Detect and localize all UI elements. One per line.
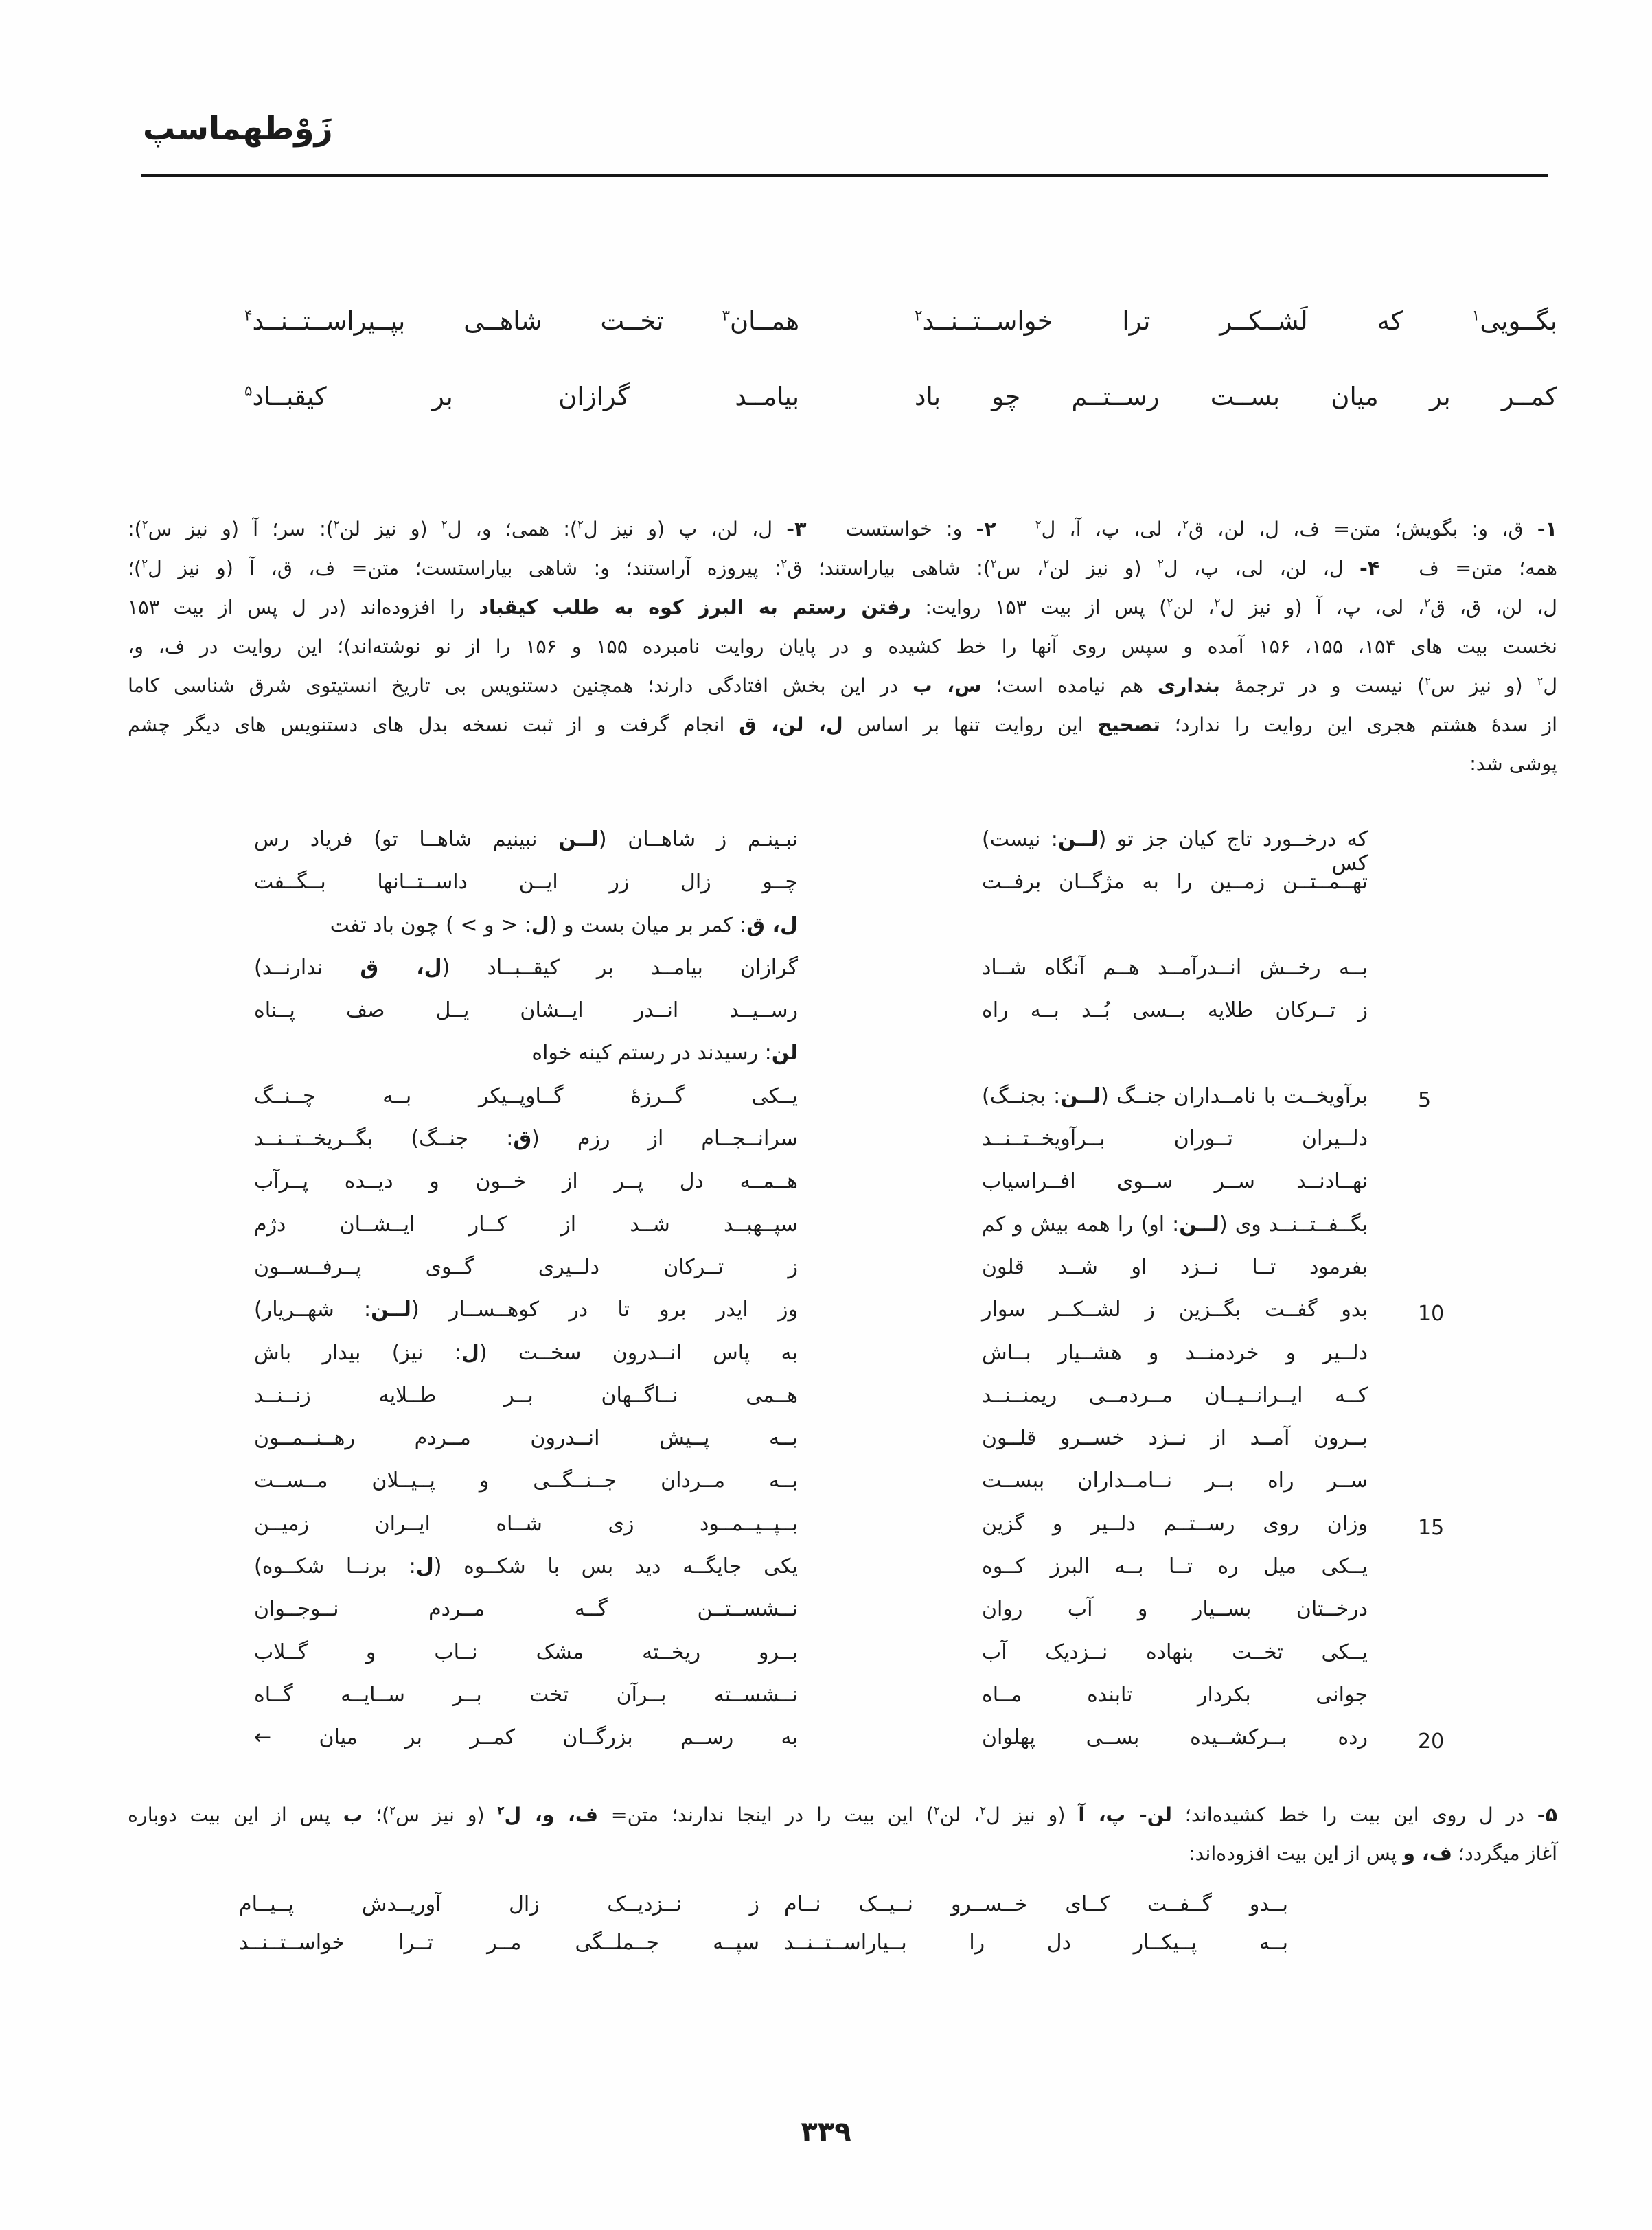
hemistich-right: وزان روی رســتــم دلــیر و گزین [982, 1511, 1368, 1536]
hemistich-right: رده بــرکشــیده بســی پهلوان [982, 1725, 1368, 1750]
hemistich-right: بدو گفــت بگــزین ز لشــکــر سوار [982, 1298, 1368, 1322]
footnote-line: ۵- در ل روی این بیت را خط کشیده‌اند؛ لن- پ، آ (و نیز ل$^۲$، لن$^۲$) این بیت را در اینجا ندارند؛ متن= ف، و، ل$^۲$ (و نیز س$^۲$)؛ ب پس از این بیت دوباره [128, 1804, 1558, 1826]
apparatus-line: از سدهٔ هشتم هجری این روایت را ندارد؛ تصحیح این روایت تنها بر اساس ل، لن، ق انجام گرفت و از ثبت نسخه بدل های دستنویس های دیگر چشم [128, 713, 1557, 736]
hemistich-right: که درخــورد تاج کیان جز تو (لــن: نیست) کس [982, 827, 1368, 875]
hemistich-left: سپــه جــملــگی مــر تــرا خواســتــنــد [239, 1931, 759, 1955]
poem-row [254, 1597, 1421, 1640]
apparatus-line: نخست بیت های ۱۵۴، ۱۵۵، ۱۵۶ آمده و سپس روی آنها را خط کشیده و در پایان روایت نامبرده ۱۵۵ و ۱۵۶ را از نو نوشته‌اند)؛ این روایت در ف، و، [128, 635, 1557, 658]
apparatus-line: ۱- ق، و: بگویش؛ متن= ف، ل، لن، ق$^۲$، لی، پ، آ، ل$^۲$ ۲- و: خواستست ۳- ل، لن، پ (و نیز ل$^۲$): همی؛ و، ل$^۲$ (و نیز لن$^۲$): سر؛ آ (و نیز س$^۲$): [128, 518, 1558, 540]
hemistich-left: ز تــرکان دلــیری گــوی پــرفــســون [254, 1254, 798, 1279]
hemistich-right: جوانی بکردار تابنده مــاه [982, 1682, 1368, 1707]
hemistich-right: کمــر بر میان بســت رســتــم چو باد [915, 382, 1557, 411]
hemistich-right: دلــیر و خردمنــد و هشــیار بــاش [982, 1340, 1368, 1365]
apparatus-line: ل، لن، ق، ق$^۲$، لی، پ، آ (و نیز ل$^۲$، لن$^۲$) پس از بیت ۱۵۳ روایت: رفتن رستم به البرز کوه به طلب کیقباد را افزوده‌اند (در ل پس از بیت ۱۵۳ [128, 596, 1557, 619]
hemistich-left: بیامــد گرازان بر کیقبــاد$^۵$ [244, 382, 799, 411]
hemistich-left: یکی جایگــه دید بس با شکــوه (ل: برنــا شکــوه) [254, 1554, 798, 1579]
hemistich-left: نبـینـم ز شاهــان (لــن نبینیم شاهــا تو) فریاد رس [254, 827, 798, 851]
hemistich-left: بــپــیــمــود زی شــاه ایــران زمیــن [254, 1511, 798, 1536]
poem-row [254, 1255, 1421, 1298]
hemistich-right: دلــیران تــوران بــرآویخــتــنــد [982, 1127, 1368, 1151]
hemistich-right: بــه رخــش انــدرآمــد هــم آنگاه شــاد [982, 955, 1368, 980]
hemistich-left: ز نــزدیــک زال آوریــدش پــیــام [239, 1892, 759, 1916]
hemistich-right: یــکی میل ره تــا بــه البرز کــوه [982, 1554, 1368, 1579]
hemistich-left: وز ایدر برو تا در کوهــســار (لــن: شهــریار) [254, 1298, 798, 1322]
poem-row [254, 1683, 1421, 1725]
hemistich-right: بــرون آمــد از نــزد خســرو قلــون [982, 1426, 1368, 1451]
hemistich-right: درخــتان بســیار و آب روان [982, 1597, 1368, 1622]
poem-row [254, 1298, 1445, 1340]
hemistich-left: به رســم بزرگــان کمــر بر میان ← [254, 1725, 798, 1750]
footnote-block [128, 1796, 1557, 1873]
poem-row [254, 870, 1421, 912]
hemistich-left: رســیــد انــدر ایــشان یــل صف پــناه [254, 998, 798, 1023]
hemistich-left: به پاس انــدرون سخــت (ل: نیز) بیدار باش [254, 1340, 798, 1365]
hemistich-left: سرانــجــام از رزم (ق: جنــگ) بگــریخــتــنــد [254, 1127, 799, 1151]
critical-apparatus [128, 509, 1557, 783]
hemistich-left: چــو زال زر ایــن داســتــانها بــگــفت [254, 870, 798, 895]
poem-row [254, 1127, 1421, 1169]
poem-row [254, 1041, 1421, 1083]
hemistich-left: سپــهبــد شــد از کــار ایــشــان دژم [254, 1212, 798, 1237]
hemistich-right: بگــفــتــنــد وی (لــن: او) را همه بیش و کم [982, 1212, 1368, 1237]
page-number: ۳۳۹ [801, 2116, 851, 2148]
poem-row [254, 1511, 1445, 1554]
hemistich-left: گرازان بیامــد بر کیقــبــاد (ل، ق ندارنــد) [254, 955, 798, 980]
hemistich-left: یــکی گــرزهٔ گــاوپــیکر بــه چــنــگ [254, 1083, 798, 1108]
poem-row [254, 1341, 1421, 1383]
hemistich-left: بــه مــردان جــنــگــی و پــیــلان مــســت [254, 1469, 798, 1493]
poem-row [254, 1640, 1421, 1683]
apparatus-line: ل$^۲$ (و نیز س$^۲$) نیست و در ترجمهٔ بنداری هم نیامده است؛ س، ب در این بخش افتادگی دارند؛ همچنین دستنویس بی تاریخ انستیتوی شرق شناسی کاما [128, 674, 1558, 697]
hemistich-right: بگــویی$^۱$ که لَشــکــر ترا خواســتــنــد$^۲$ [915, 306, 1557, 336]
poem-row [254, 956, 1421, 998]
couplet-number: 5 [1418, 1088, 1432, 1112]
apparatus-line: همه؛ متن= ف ۴- ل، لن، لی، پ، ل$^۲$ (و نیز لن$^۲$، س$^۲$): شاهی بیاراستند؛ ق$^۲$: پیروزه آراستند؛ و: شاهی بیاراستست؛ متن= ف، ق، آ (و نیز ل$^۲$)؛ [128, 557, 1557, 579]
poem-row [254, 1725, 1445, 1768]
hemistich-left: نــشســته بــرآن تخت بــر ســایــه گــاه [254, 1682, 798, 1707]
hemistich-right: یــکی تخــت بنهاده نــزدیک آب [982, 1640, 1368, 1664]
couplet-number: 20 [1418, 1729, 1445, 1754]
hemistich-left: همــان$^۳$ تخــت شاهــی بپــیراســتــنــد$^۴$ [244, 306, 799, 336]
hemistich-left: هــمی نــاگــهان بــر طــلایه زنــنــد [254, 1383, 798, 1407]
poem-row [254, 1554, 1421, 1597]
hemistich-right: کــه ایــرانــیــان مــردمــی ریمنــنــد [982, 1383, 1368, 1407]
variant-note-line: ل، ق: کمر بر میان بست و (ل: < و > ) چون باد تفت [330, 912, 798, 937]
hemistich-right: بــه پــیکــار دل را بــیاراســتــنــد [784, 1931, 1288, 1955]
couplet-number: 15 [1418, 1515, 1445, 1540]
hemistich-right: برآویخــت با نامــداران جنــگ (لــن: بجنــگ) [982, 1083, 1368, 1108]
header-rule [141, 174, 1548, 177]
poem-row [254, 913, 1421, 956]
hemistich-right: نهــادنــد ســر ســوی افــراسیاب [982, 1169, 1368, 1194]
poem-row [254, 1469, 1421, 1511]
hemistich-left: نــشســتــن گــه مــردم نــوجــوان [254, 1597, 798, 1622]
hemistich-left: بــرو ریخــته مشک نــاب و گــلاب [254, 1640, 798, 1664]
poem-row [254, 1212, 1421, 1255]
hemistich-right: تهــمــتــن زمــین را به مژگــان برفــت [982, 870, 1368, 895]
poem-row [254, 1383, 1421, 1426]
poem-row [254, 827, 1421, 875]
hemistich-right: بــدو گــفــت کــای خــســرو نــیــک نــام [784, 1892, 1288, 1916]
variant-note-line: لن: رسیدند در رستم کینه خواه [531, 1041, 798, 1066]
poem-section [254, 827, 1445, 1769]
footnote-line: آغاز میگردد؛ ف، و پس از این بیت افزوده‌اند: [1188, 1842, 1557, 1865]
poem-row [254, 1426, 1421, 1469]
couplet-number: 10 [1418, 1302, 1445, 1326]
hemistich-right: بفرمود تــا نــزد او شــد قلون [982, 1254, 1368, 1279]
poem-row [254, 998, 1421, 1041]
hemistich-right: ســر راه بــر نــامــداران ببســت [982, 1469, 1368, 1493]
poem-row [254, 1083, 1432, 1127]
poem-row [254, 1169, 1421, 1212]
chapter-title: زَوْطهماسپ [143, 110, 333, 148]
hemistich-left: بــه پــیش انــدرون مــردم رهــنــمــون [254, 1426, 798, 1451]
apparatus-line: پوشی شد: [1469, 752, 1557, 775]
hemistich-left: هــمــه دل پــر از خــون و دیــده پــرآب [254, 1169, 798, 1194]
hemistich-right: ز تــرکان طلایه بــسی بُــد بــه راه [982, 998, 1368, 1023]
